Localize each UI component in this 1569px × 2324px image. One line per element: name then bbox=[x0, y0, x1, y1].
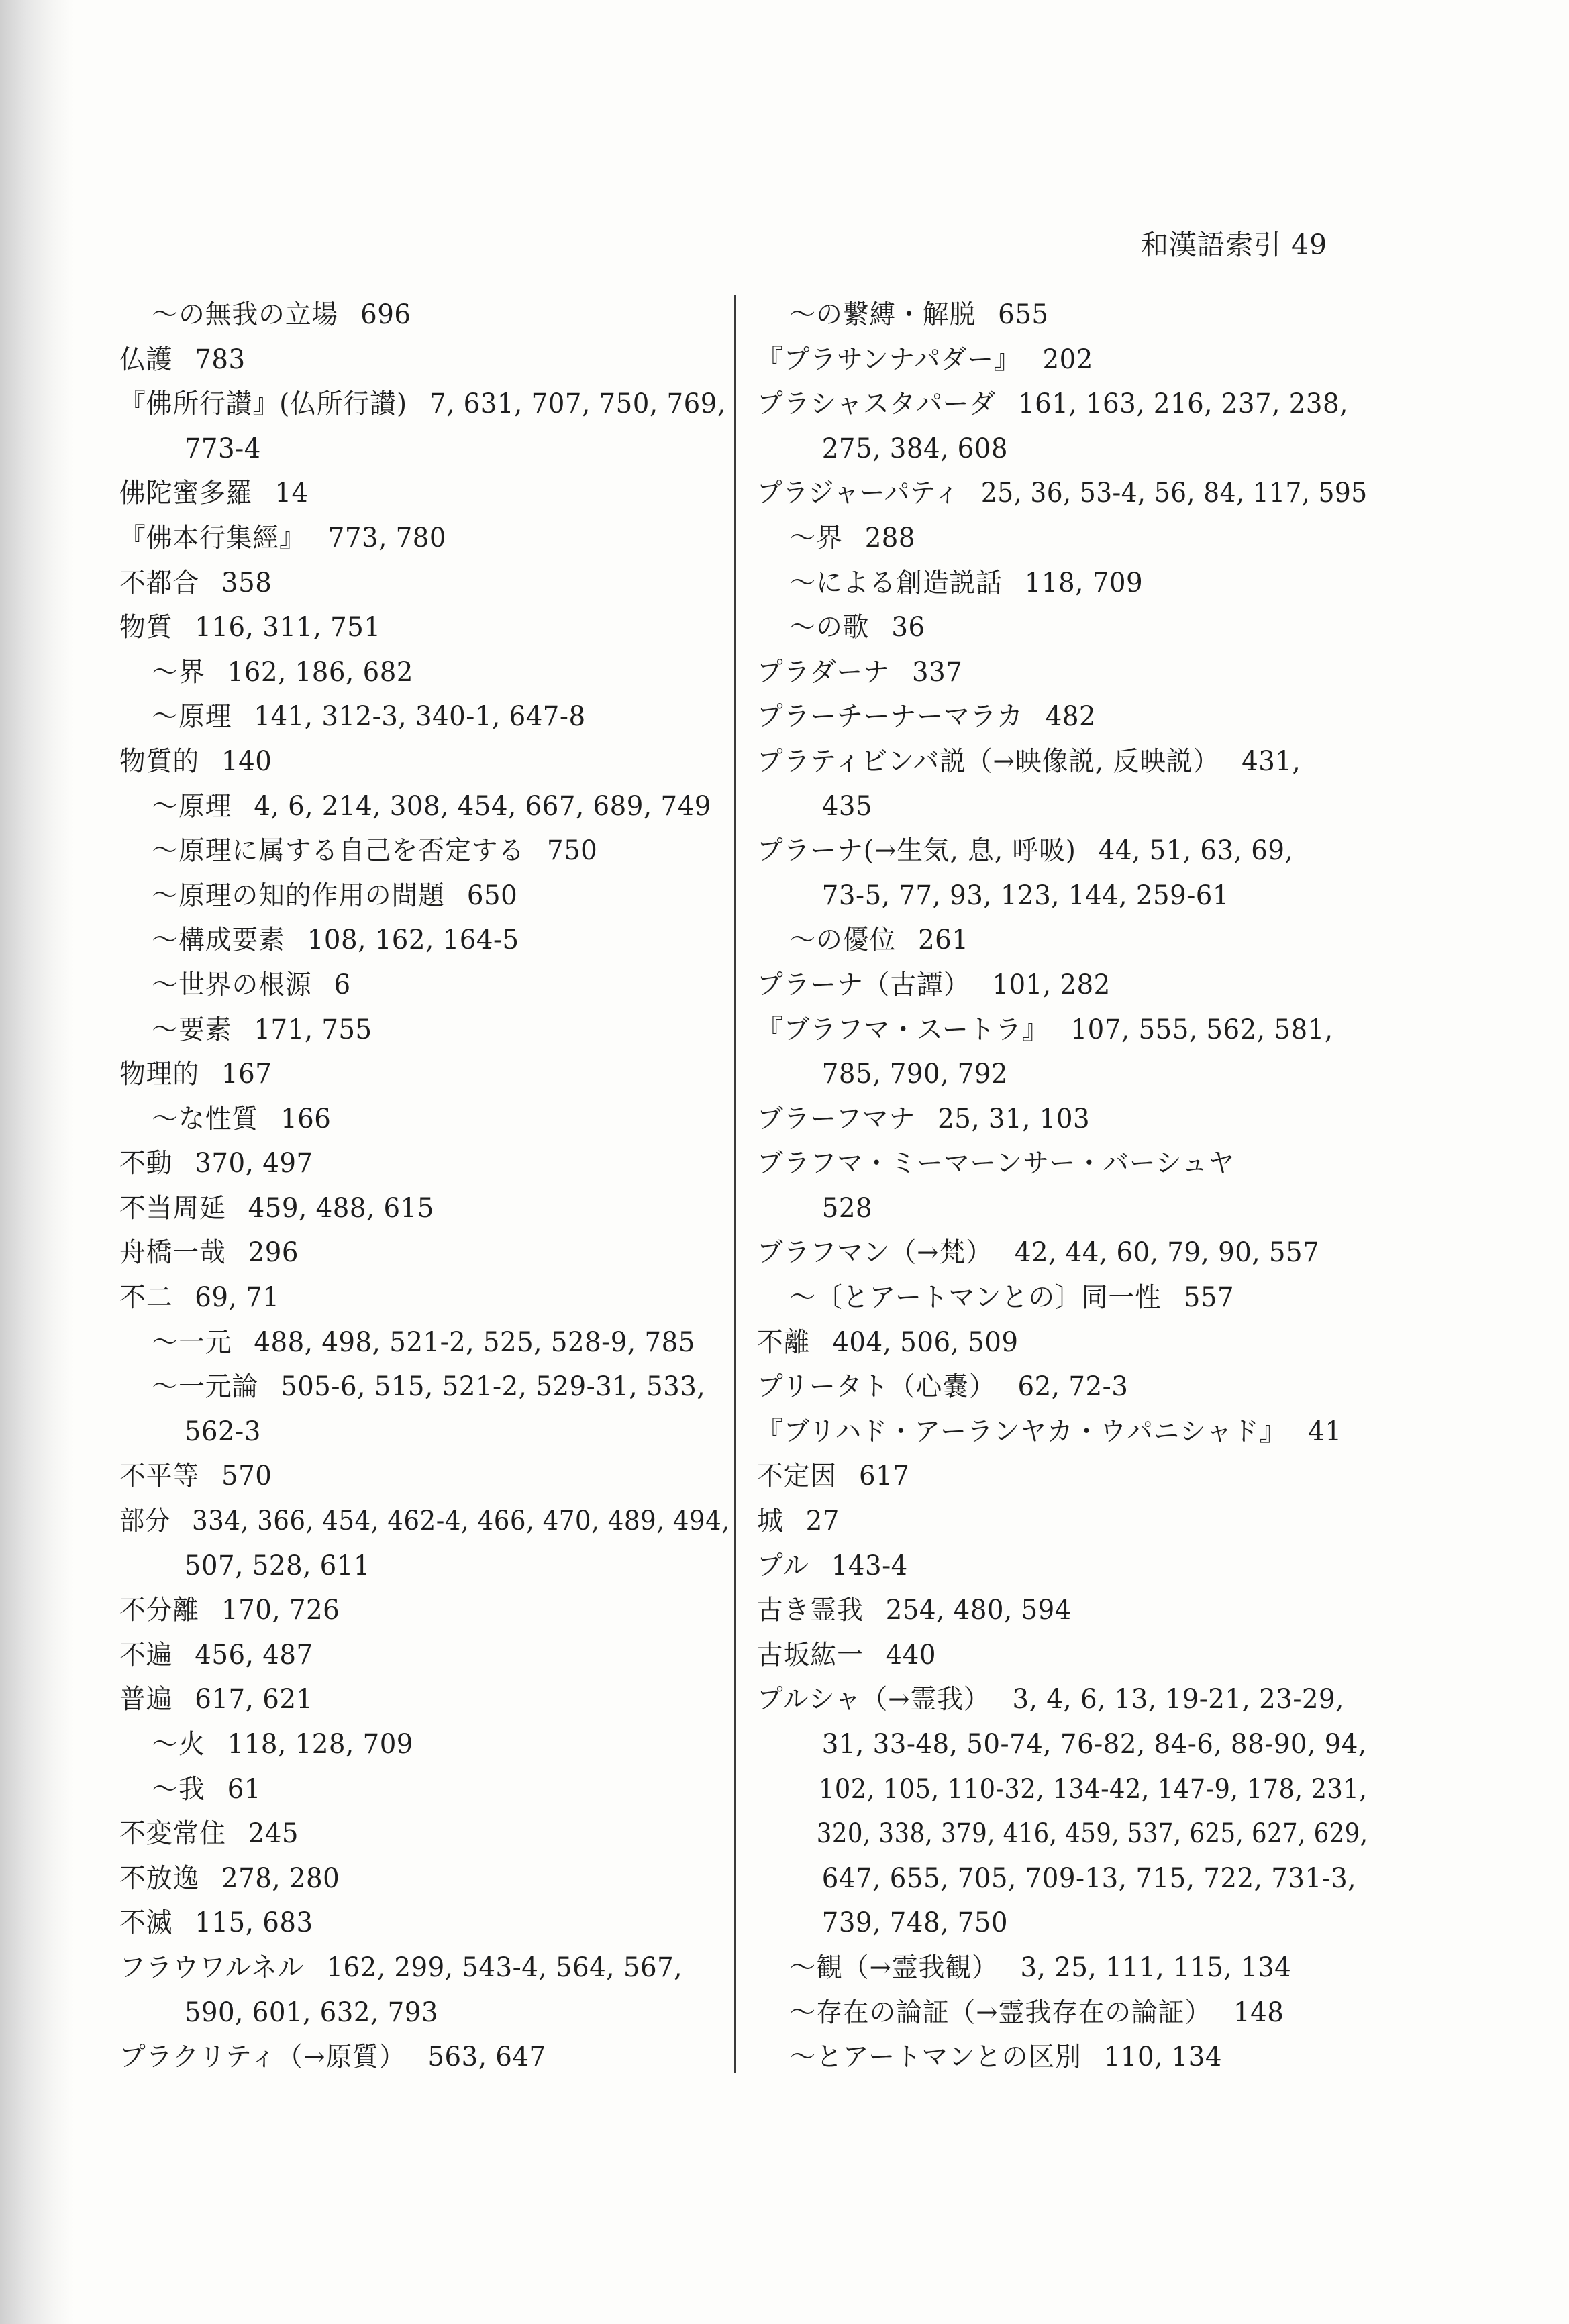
index-term: ～一元論 bbox=[152, 1371, 259, 1403]
index-term: フラウワルネル bbox=[119, 1952, 305, 1983]
running-head: 和漢語索引 49 bbox=[1141, 229, 1328, 261]
index-term: プル bbox=[757, 1550, 809, 1581]
page-references: 261 bbox=[918, 925, 969, 956]
index-term: ～な性質 bbox=[152, 1103, 259, 1134]
index-term: 不二 bbox=[119, 1282, 173, 1314]
index-entry bbox=[757, 1588, 1368, 1633]
index-term: プルシャ（→霊我） bbox=[757, 1684, 991, 1715]
index-term: ～の歌 bbox=[789, 612, 870, 643]
index-entry bbox=[757, 1365, 1368, 1410]
page-references: 44, 51, 63, 69, bbox=[1098, 835, 1294, 867]
page-references: 14 bbox=[274, 478, 309, 509]
index-term: 物質 bbox=[119, 612, 173, 643]
index-subentry bbox=[119, 293, 730, 337]
index-entry-continuation bbox=[119, 1410, 730, 1455]
index-subentry bbox=[757, 293, 1368, 337]
index-subentry bbox=[119, 650, 730, 695]
page-references: 143-4 bbox=[831, 1550, 908, 1581]
index-entry bbox=[119, 561, 730, 606]
index-term: ～による創造説話 bbox=[789, 567, 1003, 598]
page-references: 7, 631, 707, 750, 769, bbox=[429, 388, 726, 420]
page-references: 370, 497 bbox=[195, 1148, 313, 1179]
index-entry bbox=[119, 516, 730, 561]
index-entry bbox=[757, 471, 1368, 516]
page-references: 148 bbox=[1233, 1997, 1284, 2028]
index-subentry bbox=[757, 2035, 1368, 2080]
index-column-left bbox=[119, 293, 750, 2080]
index-term: 不遍 bbox=[119, 1639, 173, 1671]
index-term: ブラフマ・ミーマーンサー・バーシュヤ bbox=[757, 1148, 1235, 1179]
page-references: 488, 498, 521-2, 525, 528-9, 785 bbox=[254, 1326, 695, 1358]
page-references: 696 bbox=[360, 299, 411, 330]
page-references: 278, 280 bbox=[221, 1862, 340, 1894]
index-subentry bbox=[119, 963, 730, 1008]
index-entry bbox=[119, 1946, 730, 1991]
index-subentry bbox=[119, 1097, 730, 1142]
index-entry-continuation bbox=[757, 874, 1368, 918]
index-term: 『佛本行集經』 bbox=[119, 522, 306, 553]
page-references: 590, 601, 632, 793 bbox=[184, 1997, 438, 2028]
index-subentry bbox=[119, 694, 730, 739]
index-term: プラーチーナーマラカ bbox=[757, 701, 1023, 733]
index-entry bbox=[757, 1320, 1368, 1365]
index-entry bbox=[119, 2035, 730, 2080]
page-references: 61 bbox=[227, 1773, 261, 1805]
index-term: ～の優位 bbox=[789, 925, 897, 956]
page-references: 161, 163, 216, 237, 238, bbox=[1017, 388, 1348, 420]
index-entry bbox=[119, 1141, 730, 1186]
index-column-right bbox=[757, 293, 1388, 2080]
page-references: 141, 312-3, 340-1, 647-8 bbox=[254, 701, 586, 733]
index-entry bbox=[119, 1856, 730, 1901]
index-term: ～要素 bbox=[152, 1014, 232, 1045]
index-term: ～〔とアートマンとの〕同一性 bbox=[789, 1282, 1162, 1314]
index-entry-continuation bbox=[757, 1722, 1368, 1767]
page-references: 617 bbox=[858, 1461, 910, 1492]
page-references: 41 bbox=[1308, 1416, 1342, 1447]
index-entry bbox=[119, 337, 730, 382]
index-entry bbox=[757, 382, 1368, 427]
index-entry bbox=[757, 650, 1368, 695]
index-entry-continuation bbox=[757, 784, 1368, 829]
page-references: 773-4 bbox=[184, 433, 261, 464]
page-references: 739, 748, 750 bbox=[821, 1907, 1009, 1939]
index-term: 不離 bbox=[757, 1326, 811, 1358]
index-term: ～構成要素 bbox=[152, 925, 285, 956]
index-entry-continuation bbox=[119, 427, 730, 472]
index-entry bbox=[757, 739, 1368, 784]
index-term: ～存在の論証（→霊我存在の論証） bbox=[789, 1997, 1212, 2028]
page-references: 27 bbox=[805, 1506, 840, 1537]
index-term: プラダーナ bbox=[757, 656, 891, 688]
index-entry-continuation bbox=[757, 1052, 1368, 1097]
index-entry bbox=[757, 1544, 1368, 1589]
index-entry bbox=[119, 1230, 730, 1275]
page-references: 162, 186, 682 bbox=[227, 656, 413, 688]
index-term: ～界 bbox=[789, 522, 843, 553]
index-term: 部分 bbox=[119, 1506, 171, 1537]
index-term: ブラフマン（→梵） bbox=[757, 1237, 993, 1269]
page-references: 36 bbox=[891, 612, 925, 643]
page-references: 6 bbox=[334, 969, 351, 1000]
index-entry bbox=[757, 1410, 1368, 1455]
page-references: 334, 366, 454, 462-4, 466, 470, 489, 494, bbox=[191, 1506, 730, 1537]
page-references: 456, 487 bbox=[195, 1639, 313, 1671]
index-subentry bbox=[757, 561, 1368, 606]
index-entry bbox=[119, 1811, 730, 1856]
index-entry-continuation bbox=[757, 427, 1368, 472]
page-references: 562-3 bbox=[184, 1416, 261, 1447]
index-entry bbox=[119, 1454, 730, 1499]
index-subentry bbox=[119, 1722, 730, 1767]
page-references: 108, 162, 164-5 bbox=[307, 925, 519, 956]
page-references: 42, 44, 60, 79, 90, 557 bbox=[1014, 1237, 1320, 1269]
index-term: 不平等 bbox=[119, 1461, 200, 1492]
index-subentry bbox=[757, 918, 1368, 963]
page-references: 570 bbox=[221, 1461, 272, 1492]
index-entry bbox=[757, 1008, 1368, 1053]
index-term: 佛陀蜜多羅 bbox=[119, 478, 253, 509]
index-entry bbox=[757, 1499, 1368, 1544]
index-term: プラシャスタパーダ bbox=[757, 388, 997, 420]
index-entry-continuation bbox=[757, 1856, 1368, 1901]
index-term: ～界 bbox=[152, 656, 205, 688]
page-references: 101, 282 bbox=[992, 969, 1111, 1000]
page-references: 162, 299, 543-4, 564, 567, bbox=[326, 1952, 683, 1983]
page-references: 557 bbox=[1183, 1282, 1235, 1314]
index-term: ～世界の根源 bbox=[152, 969, 312, 1000]
page-references: 459, 488, 615 bbox=[248, 1192, 434, 1224]
page-references: 25, 31, 103 bbox=[938, 1103, 1091, 1134]
scan-shadow-edge bbox=[0, 0, 74, 2324]
index-term: ～観（→霊我観） bbox=[789, 1952, 999, 1983]
page-references: 31, 33-48, 50-74, 76-82, 84-6, 88-90, 94, bbox=[821, 1729, 1367, 1760]
index-subentry bbox=[119, 1767, 730, 1812]
page-references: 245 bbox=[248, 1818, 299, 1850]
index-term: 舟橋一哉 bbox=[119, 1237, 226, 1269]
index-term: 不都合 bbox=[119, 567, 200, 598]
index-subentry bbox=[119, 829, 730, 874]
index-subentry bbox=[757, 605, 1368, 650]
page-references: 750 bbox=[546, 835, 598, 867]
index-entry bbox=[757, 1097, 1368, 1142]
page-references: 296 bbox=[248, 1237, 299, 1269]
page-references: 118, 128, 709 bbox=[227, 1729, 413, 1760]
index-entry bbox=[757, 1633, 1368, 1678]
page-references: 528 bbox=[821, 1192, 873, 1224]
index-term: ～原理に属する自己を否定する bbox=[152, 835, 525, 867]
index-entry bbox=[757, 337, 1368, 382]
index-entry-continuation bbox=[757, 1767, 1368, 1812]
index-entry bbox=[119, 1186, 730, 1231]
index-term: 古き霊我 bbox=[757, 1595, 864, 1626]
index-entry-continuation bbox=[757, 1901, 1368, 1946]
index-subentry bbox=[757, 516, 1368, 561]
page-references: 73-5, 77, 93, 123, 144, 259-61 bbox=[821, 880, 1229, 911]
index-term: ～原理の知的作用の問題 bbox=[152, 880, 445, 911]
index-term: ～原理 bbox=[152, 701, 232, 733]
page-references: 783 bbox=[195, 344, 246, 375]
index-entry-continuation bbox=[119, 1544, 730, 1589]
index-term: 不分離 bbox=[119, 1595, 200, 1626]
page-references: 275, 384, 608 bbox=[821, 433, 1009, 464]
page-references: 167 bbox=[221, 1059, 272, 1090]
column-divider bbox=[734, 295, 736, 2073]
page-references: 4, 6, 214, 308, 454, 667, 689, 749 bbox=[254, 790, 711, 822]
index-term: 古坂紘一 bbox=[757, 1639, 864, 1671]
index-entry bbox=[757, 963, 1368, 1008]
index-term: 『ブラフマ・スートラ』 bbox=[757, 1014, 1049, 1045]
index-entry bbox=[119, 1499, 730, 1544]
index-subentry bbox=[119, 1365, 730, 1410]
index-subentry bbox=[119, 1320, 730, 1365]
page-references: 140 bbox=[221, 745, 272, 777]
index-entry bbox=[119, 1588, 730, 1633]
page-references: 62, 72-3 bbox=[1017, 1371, 1129, 1403]
index-term: 不変常住 bbox=[119, 1818, 226, 1850]
index-entry bbox=[119, 1677, 730, 1722]
page-references: 166 bbox=[281, 1103, 332, 1134]
index-term: 不動 bbox=[119, 1148, 173, 1179]
index-term: 物理的 bbox=[119, 1059, 200, 1090]
page-references: 116, 311, 751 bbox=[195, 612, 381, 643]
index-term: 物質的 bbox=[119, 745, 200, 777]
index-entry bbox=[119, 1275, 730, 1320]
index-entry bbox=[757, 1677, 1368, 1722]
page-references: 202 bbox=[1042, 344, 1093, 375]
index-term: プリータト（心嚢） bbox=[757, 1371, 996, 1403]
index-entry bbox=[119, 1052, 730, 1097]
index-term: ～の無我の立場 bbox=[152, 299, 339, 330]
page-references: 110, 134 bbox=[1103, 2042, 1223, 2073]
index-entry bbox=[757, 1454, 1368, 1499]
index-entry-continuation bbox=[119, 1991, 730, 2036]
index-entry bbox=[757, 694, 1368, 739]
index-term: ～の繋縛・解脱 bbox=[789, 299, 976, 330]
index-term: ～火 bbox=[152, 1729, 205, 1760]
page-references: 773, 780 bbox=[327, 522, 447, 553]
page-references: 25, 36, 53-4, 56, 84, 117, 595 bbox=[980, 478, 1368, 509]
page-references: 482 bbox=[1045, 701, 1097, 733]
index-entry bbox=[119, 382, 730, 427]
index-term: 不当周延 bbox=[119, 1192, 226, 1224]
index-term: ～とアートマンとの区別 bbox=[789, 2042, 1082, 2073]
index-term: 不定因 bbox=[757, 1461, 838, 1492]
page-references: 115, 683 bbox=[195, 1907, 313, 1939]
page-references: 647, 655, 705, 709-13, 715, 722, 731-3, bbox=[821, 1862, 1357, 1894]
index-subentry bbox=[757, 1275, 1368, 1320]
index-entry bbox=[119, 739, 730, 784]
page-references: 107, 555, 562, 581, bbox=[1070, 1014, 1333, 1045]
index-entry bbox=[119, 1633, 730, 1678]
index-term: プラジャーパティ bbox=[757, 478, 960, 509]
index-subentry bbox=[119, 918, 730, 963]
index-entry-continuation bbox=[757, 1186, 1368, 1231]
index-term: 城 bbox=[757, 1506, 784, 1537]
page-references: 507, 528, 611 bbox=[184, 1550, 371, 1581]
page-references: 171, 755 bbox=[254, 1014, 372, 1045]
index-entry-continuation bbox=[757, 1811, 1368, 1856]
page-references: 288 bbox=[864, 522, 916, 553]
page-references: 69, 71 bbox=[195, 1282, 280, 1314]
index-subentry bbox=[119, 1008, 730, 1053]
page-references: 655 bbox=[998, 299, 1049, 330]
index-entry bbox=[119, 471, 730, 516]
page-references: 785, 790, 792 bbox=[821, 1059, 1009, 1090]
page-references: 440 bbox=[885, 1639, 937, 1671]
page-references: 563, 647 bbox=[427, 2042, 546, 2073]
index-subentry bbox=[119, 784, 730, 829]
index-entry bbox=[119, 1901, 730, 1946]
index-term: ブラーフマナ bbox=[757, 1103, 916, 1134]
index-entry bbox=[119, 605, 730, 650]
page-references: 617, 621 bbox=[195, 1684, 313, 1715]
page-references: 650 bbox=[466, 880, 518, 911]
page-references: 118, 709 bbox=[1024, 567, 1144, 598]
index-term: ～我 bbox=[152, 1773, 205, 1805]
page-references: 505-6, 515, 521-2, 529-31, 533, bbox=[281, 1371, 706, 1403]
index-term: 不放逸 bbox=[119, 1862, 200, 1894]
page-references: 254, 480, 594 bbox=[885, 1595, 1072, 1626]
index-term: プラーナ（古譚） bbox=[757, 969, 970, 1000]
index-entry bbox=[757, 829, 1368, 874]
page-references: 3, 25, 111, 115, 134 bbox=[1020, 1952, 1292, 1983]
index-term: 『佛所行讃』(仏所行讃) bbox=[119, 388, 408, 420]
index-term: 『ブリハド・アーランヤカ・ウパニシャド』 bbox=[757, 1416, 1286, 1447]
page-references: 102, 105, 110-32, 134-42, 147-9, 178, 231, bbox=[819, 1773, 1368, 1805]
index-term: 不滅 bbox=[119, 1907, 173, 1939]
index-entry bbox=[757, 1141, 1368, 1186]
page-references: 170, 726 bbox=[221, 1595, 340, 1626]
index-term: プラーナ(→生気, 息, 呼吸) bbox=[757, 835, 1076, 867]
page-references: 3, 4, 6, 13, 19-21, 23-29, bbox=[1012, 1684, 1344, 1715]
index-term: 普遍 bbox=[119, 1684, 173, 1715]
page-references: 435 bbox=[821, 790, 873, 822]
index-term: 『プラサンナパダー』 bbox=[757, 344, 1021, 375]
page-references: 320, 338, 379, 416, 459, 537, 625, 627, 629, bbox=[816, 1818, 1368, 1850]
index-subentry bbox=[119, 874, 730, 918]
index-term: ～原理 bbox=[152, 790, 232, 822]
index-term: 仏護 bbox=[119, 344, 173, 375]
index-term: プラティビンバ説（→映像説, 反映説） bbox=[757, 745, 1220, 777]
page-references: 431, bbox=[1242, 745, 1301, 777]
page-references: 404, 506, 509 bbox=[832, 1326, 1019, 1358]
index-term: ～一元 bbox=[152, 1326, 232, 1358]
index-entry bbox=[757, 1230, 1368, 1275]
index-term: プラクリティ（→原質） bbox=[119, 2042, 406, 2073]
page-references: 358 bbox=[221, 567, 272, 598]
page-references: 337 bbox=[911, 656, 963, 688]
index-subentry bbox=[757, 1946, 1368, 1991]
index-subentry bbox=[757, 1991, 1368, 2036]
